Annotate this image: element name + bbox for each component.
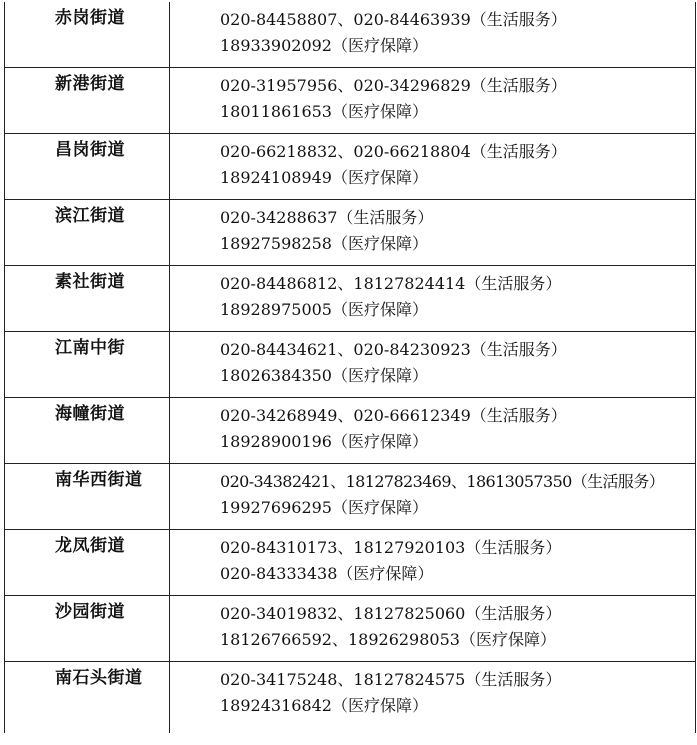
medical-phones: 19927696295（医疗保障）	[220, 498, 428, 517]
table-row	[5, 266, 695, 332]
medical-phones: 18026384350（医疗保障）	[220, 366, 428, 385]
phone-cell	[170, 2, 695, 67]
living-service-phones: 020-31957956、020-34296829（生活服务）	[220, 76, 567, 95]
living-service-phones: 020-84434621、020-84230923（生活服务）	[220, 340, 567, 359]
medical-phones: 18933902092（医疗保障）	[220, 36, 428, 55]
medical-phones: 18924316842（医疗保障）	[220, 696, 428, 715]
street-name: 滨江街道	[5, 200, 170, 265]
medical-phones: 020-84333438（医疗保障）	[220, 564, 434, 583]
table-row	[5, 2, 695, 68]
table-row	[5, 596, 695, 662]
table-row	[5, 200, 695, 266]
street-name: 新港街道	[5, 68, 170, 133]
street-name: 昌岗街道	[5, 134, 170, 199]
living-service-phones: 020-84458807、020-84463939（生活服务）	[220, 10, 567, 29]
phone-cell	[170, 332, 695, 397]
table-row	[5, 398, 695, 464]
medical-phones: 18927598258（医疗保障）	[220, 234, 428, 253]
living-service-phones: 020-34268949、020-66612349（生活服务）	[220, 406, 567, 425]
medical-phones: 18928975005（医疗保障）	[220, 300, 428, 319]
phone-cell	[170, 398, 695, 463]
phone-cell	[170, 464, 695, 529]
phone-cell	[170, 662, 695, 733]
street-name: 海幢街道	[5, 398, 170, 463]
living-service-phones: 020-84310173、18127920103（生活服务）	[220, 538, 562, 557]
phone-cell	[170, 200, 695, 265]
table-row	[5, 530, 695, 596]
living-service-phones: 020-34175248、18127824575（生活服务）	[220, 670, 562, 689]
phone-cell	[170, 134, 695, 199]
living-service-phones: 020-34288637（生活服务）	[220, 208, 434, 227]
table-row	[5, 134, 695, 200]
street-name: 龙凤街道	[5, 530, 170, 595]
medical-phones: 18928900196（医疗保障）	[220, 432, 428, 451]
phone-cell	[170, 266, 695, 331]
street-name: 沙园街道	[5, 596, 170, 661]
phone-cell	[170, 68, 695, 133]
table-row	[5, 68, 695, 134]
medical-phones: 18126766592、18926298053（医疗保障）	[220, 630, 556, 649]
street-name: 素社街道	[5, 266, 170, 331]
living-service-phones: 020-66218832、020-66218804（生活服务）	[220, 142, 567, 161]
living-service-phones: 020-34019832、18127825060（生活服务）	[220, 604, 562, 623]
phone-cell	[170, 530, 695, 595]
street-name: 南石头街道	[5, 662, 170, 733]
medical-phones: 18924108949（医疗保障）	[220, 168, 428, 187]
street-name: 赤岗街道	[5, 2, 170, 67]
table-row	[5, 332, 695, 398]
phone-cell	[170, 596, 695, 661]
living-service-phones: 020-84486812、18127824414（生活服务）	[220, 274, 562, 293]
street-name: 南华西街道	[5, 464, 170, 529]
living-service-phones: 020-34382421、18127823469、18613057350（生活服务）	[220, 472, 665, 491]
table-row	[5, 464, 695, 530]
contact-table	[4, 2, 696, 733]
street-name: 江南中街	[5, 332, 170, 397]
medical-phones: 18011861653（医疗保障）	[220, 102, 428, 121]
table-row	[5, 662, 695, 733]
